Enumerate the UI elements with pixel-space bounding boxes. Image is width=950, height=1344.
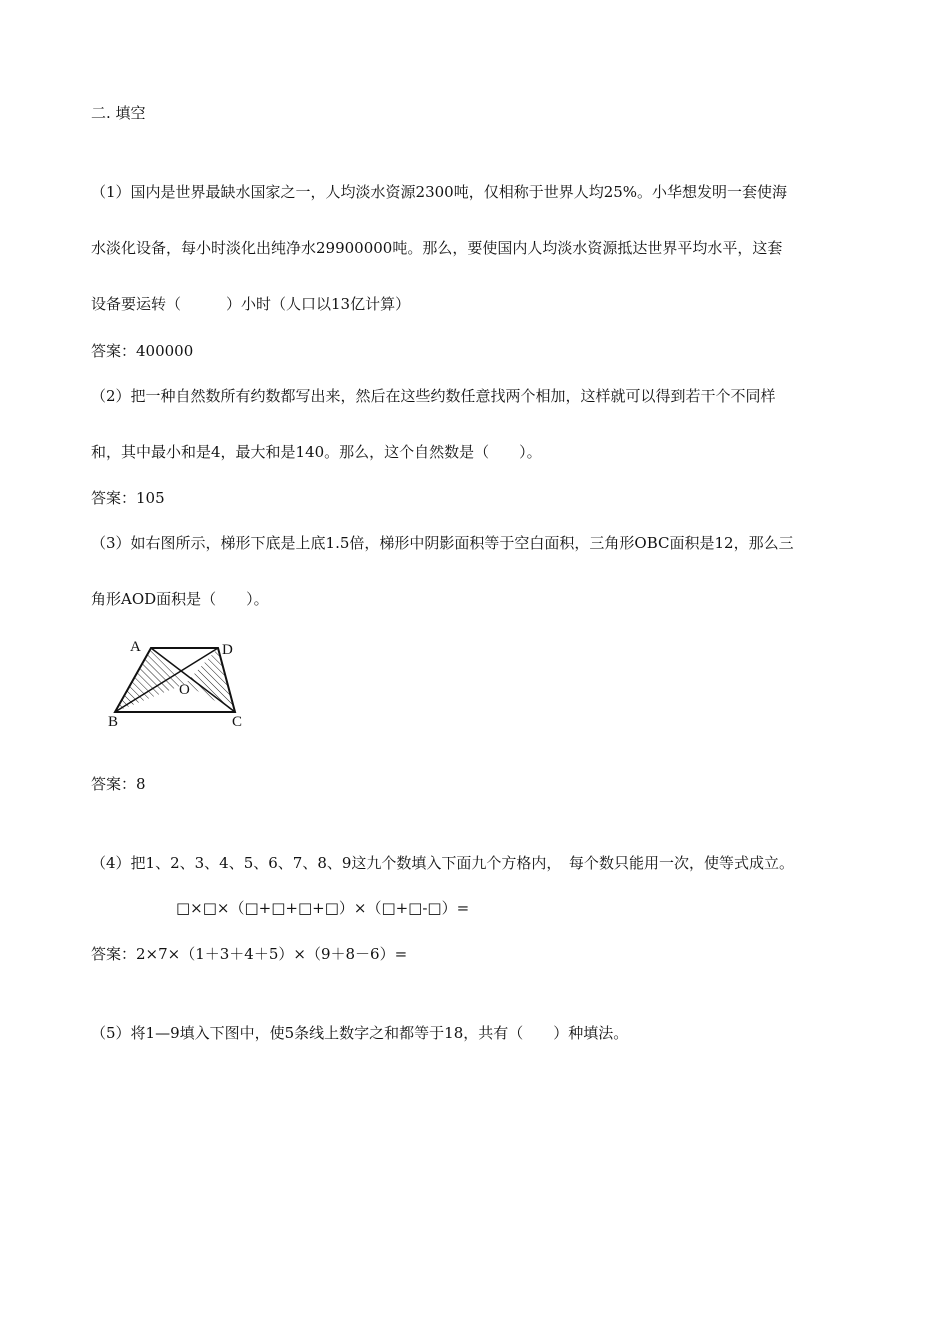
label-a: A <box>130 639 141 655</box>
question-1-line-3: 设备要运转（ ）小时（人口以13亿计算） <box>91 295 411 313</box>
question-5-line-1: （5）将1—9填入下图中，使5条线上数字之和都等于18，共有（ ）种填法。 <box>91 1024 629 1042</box>
question-4-answer: 答案：2×7×（1＋3＋4＋5）×（9＋8－6）= <box>91 945 408 963</box>
question-3-line-2: 角形AOD面积是（ ）。 <box>91 590 269 608</box>
question-4-equation: □×□×（□+□+□+□）×（□+□-□）= <box>176 899 470 917</box>
question-2-line-2: 和，其中最小和是4，最大和是140。那么，这个自然数是（ ）。 <box>91 443 542 461</box>
label-c: C <box>232 714 243 730</box>
question-4-line-1: （4）把1、2、3、4、5、6、7、8、9这九个数填入下面九个方格内， 每个数只能用一次，使等式成立。 <box>91 854 794 872</box>
label-o: O <box>179 682 190 698</box>
label-b: B <box>108 714 119 730</box>
shaded-triangle-abo <box>115 648 185 712</box>
question-3-answer: 答案：8 <box>91 775 146 793</box>
label-d: D <box>222 642 233 658</box>
question-1-answer: 答案：400000 <box>91 342 194 360</box>
question-1-line-2: 水淡化设备，每小时淡化出纯净水29900000吨。那么，要使国内人均淡水资源抵达世界平均水平，这套 <box>91 239 783 257</box>
question-2-answer: 答案：105 <box>91 489 165 507</box>
question-2-line-1: （2）把一种自然数所有约数都写出来，然后在这些约数任意找两个相加，这样就可以得到若干个不同样 <box>91 387 776 405</box>
question-1-line-1: （1）国内是世界最缺水国家之一，人均淡水资源2300吨，仅相称于世界人均25%。小华想发明一套使海 <box>91 183 788 201</box>
section-title: 二. 填空 <box>91 104 146 122</box>
question-3-line-1: （3）如右图所示，梯形下底是上底1.5倍，梯形中阴影面积等于空白面积，三角形OBC面积是12，那么三 <box>91 534 794 552</box>
trapezoid-figure <box>100 636 260 738</box>
